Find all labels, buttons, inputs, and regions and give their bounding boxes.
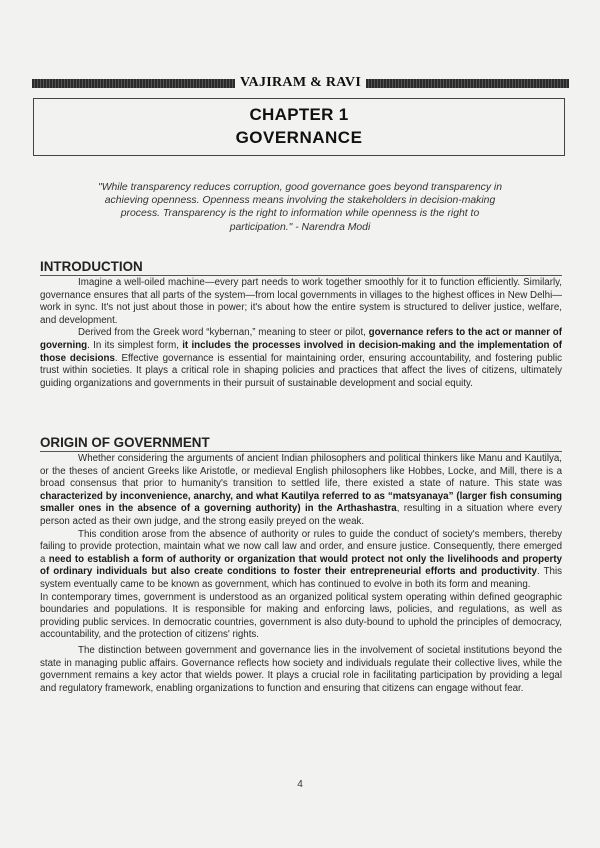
page-number: 4 <box>297 779 303 790</box>
paragraph: Derived from the Greek word “kybernan,” meaning to steer or pilot, governance refers to the act or manner of governing. In its simplest form, it includes the processes involved in decision-making and the implementation of those decisions. Effective governance is essential for maintaining order, ensuring accountability, and fostering public trust within societies. It plays a critical role in shaping policies and practices that affect the lives of citizens, ultimately guiding organizations and governments in their pursuit of sustainable development and social equity. <box>40 327 562 389</box>
paragraph: The distinction between government and governance lies in the involvement of societal institutions beyond the state in managing public affairs. Governance reflects how society and individuals regulate their collective lives, while the government remains a key actor that wields power. It plays a crucial role in facilitating participation by providing a legal and regulatory framework, enabling organizations to function and ensuring that citizens can engage without fear. <box>40 644 562 694</box>
chapter-number: CHAPTER 1 <box>249 105 349 124</box>
introduction-body <box>40 277 562 390</box>
epigraph-quote: "While transparency reduces corruption, good governance goes beyond transparency in achieving openness. Openness means involving the stakeholders in decision-making process. Transparency is the right to information while openness is the right to participation." - Narendra Modi <box>98 182 502 233</box>
section-rule <box>40 275 562 276</box>
paragraph: Whether considering the arguments of ancient Indian philosophers and political thinkers like Manu and Kautilya, or the theses of ancient Greeks like Aristotle, or medieval English philosophers like Hobbes, Locke, and Mill, there is a broad consensus that prior to humanity's transition to settled life, there existed a state of nature. This state was characterized by inconvenience, anarchy, and what Kautilya referred to as “matsyanaya” (larger fish consuming smaller ones in the absence of a governing authority) in the Arthashastra, resulting in a situation where every person acted as their own judge, and the strong easily preyed on the weak. <box>40 453 562 527</box>
banner-bar-left <box>32 79 235 88</box>
header-banner <box>32 76 569 90</box>
section-rule <box>40 451 562 452</box>
chapter-title-box <box>33 98 565 156</box>
brand-name: VAJIRAM & RAVI <box>239 75 362 90</box>
origin-body <box>40 453 562 695</box>
chapter-title: GOVERNANCE <box>235 128 363 147</box>
section-heading-origin: ORIGIN OF GOVERNMENT <box>40 435 210 450</box>
paragraph: In contemporary times, government is understood as an organized political system operating within defined geographic boundaries and populations. It is responsible for making and enforcing laws, policies, and regulations, as well as providing public services. In democratic countries, government is also duty-bound to uphold the principles of democracy, accountability, and the protection of citizens' rights. <box>40 591 562 641</box>
banner-bar-right <box>366 79 569 88</box>
section-heading-introduction: INTRODUCTION <box>40 259 143 274</box>
paragraph: This condition arose from the absence of authority or rules to guide the conduct of society's members, thereby failing to provide protection, maintain what we now call law and order, and ensure justice. Consequently, there emerged a need to establish a form of authority or organization that would protect not only the livelihoods and property of ordinary individuals but also create conditions to foster their entrepreneurial efforts and productivity. This system eventually came to be known as government, which has continued to evolve in both its form and meaning. <box>40 528 562 590</box>
paragraph: Imagine a well-oiled machine—every part needs to work together smoothly for it to function efficiently. Similarly, governance ensures that all parts of the system—from local governments in villages to the highest offices in New Delhi—work in sync. It's not just about those in power; it's about how the entire system is structured to deliver justice, welfare, and development. <box>40 277 562 326</box>
